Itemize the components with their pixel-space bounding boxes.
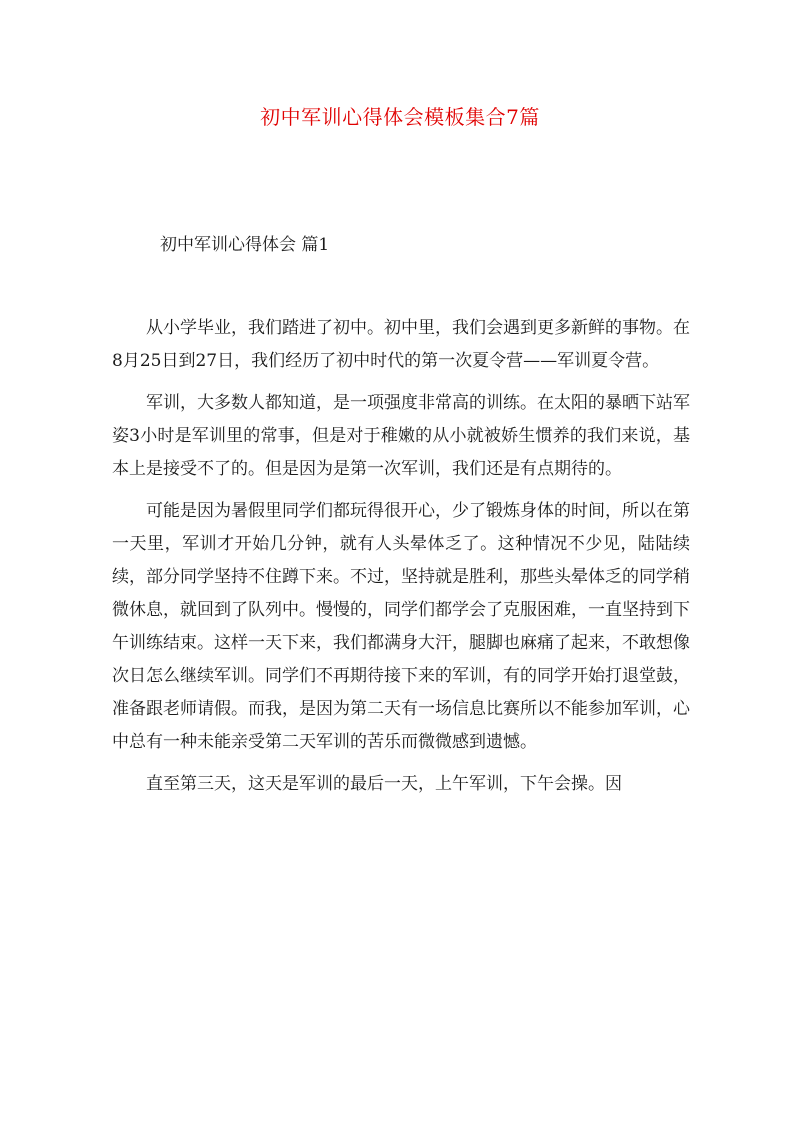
- paragraph: 可能是因为暑假里同学们都玩得很开心，少了锻炼身体的时间，所以在第一天里，军训才开始几分钟，就有人头晕体乏了。这种情况不少见，陆陆续续，部分同学坚持不住蹲下来。不过，坚持就是胜利，那些头晕体乏的同学稍微休息，就回到了队列中。慢慢的，同学们都学会了克服困难，一直坚持到下午训练结束。这样一天下来，我们都满身大汗，腿脚也麻痛了起来，不敢想像次日怎么继续军训。同学们不再期待接下来的军训，有的同学开始打退堂鼓，准备跟老师请假。而我，是因为第二天有一场信息比赛所以不能参加军训，心中总有一种未能亲受第二天军训的苦乐而微微感到遗憾。: [112, 501, 690, 752]
- document-body: [112, 312, 690, 810]
- paragraph: 军训，大多数人都知道，是一项强度非常高的训练。在太阳的暴晒下站军姿3小时是军训里的常事，但是对于稚嫩的从小就被娇生惯养的我们来说，基本上是接受不了的。但是因为是第一次军训，我们还是有点期待的。: [112, 393, 690, 479]
- document-title: 初中军训心得体会模板集合7篇: [260, 105, 540, 129]
- paragraph: 直至第三天，这天是军训的最后一天，上午军训，下午会操。因: [146, 774, 622, 794]
- paragraph: 从小学毕业，我们踏进了初中。初中里，我们会遇到更多新鲜的事物。在8月25日到27日，我们经历了初中时代的第一次夏令营——军训夏令营。: [112, 318, 690, 371]
- section-heading: 初中军训心得体会 篇1: [160, 235, 330, 255]
